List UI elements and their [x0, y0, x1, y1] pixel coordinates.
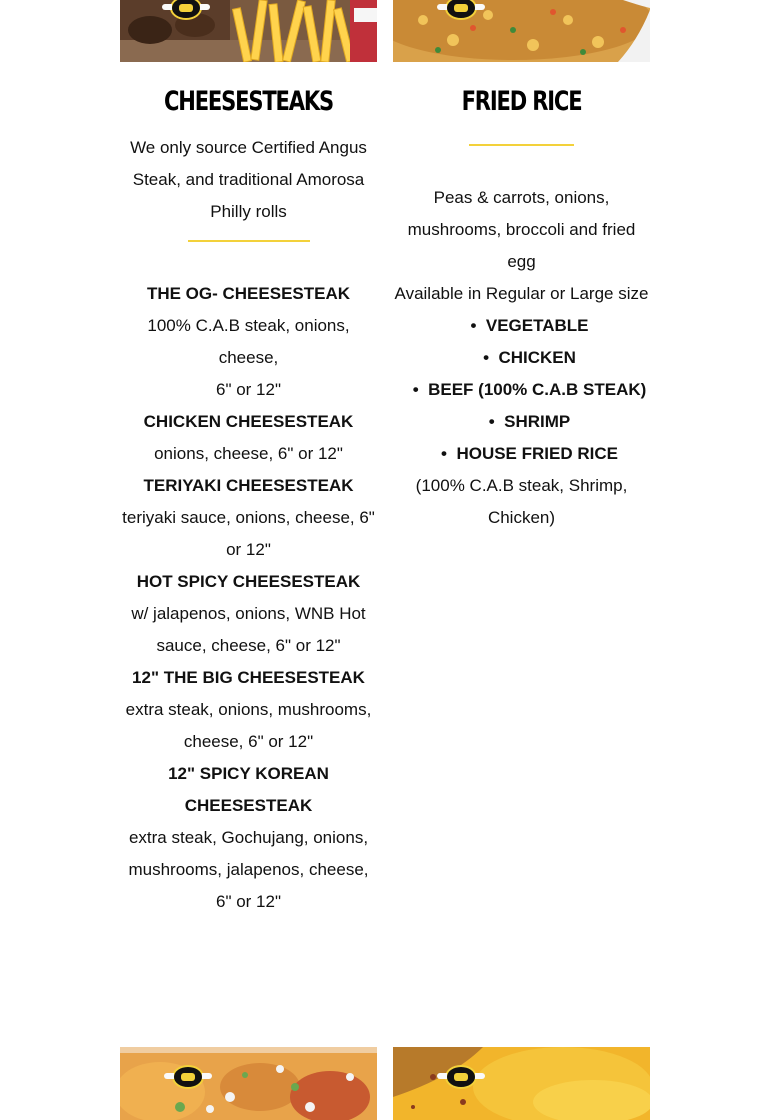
menu-item-desc: w/ jalapenos, onions, WNB Hot — [131, 604, 366, 623]
intro-line: Steak, and traditional Amorosa — [132, 170, 365, 189]
menu-item-desc: 6" or 12" — [216, 892, 281, 911]
size-note: Available in Regular or Large size — [394, 284, 649, 303]
intro-line: egg — [507, 252, 536, 271]
intro-line: Philly rolls — [210, 202, 287, 221]
intro-line: We only source Certified Angus — [130, 138, 367, 157]
fried-rice-option: • HOUSE FRIED RICE — [393, 438, 650, 470]
menu-item-desc: onions, cheese, 6" or 12" — [154, 444, 343, 463]
cheese-fries-photo[interactable] — [393, 1047, 650, 1120]
menu-item-name: CHICKEN CHEESESTEAK — [143, 412, 354, 431]
intro-line: mushrooms, broccoli and fried — [407, 220, 636, 239]
menu-item-desc: extra steak, onions, mushrooms, — [125, 700, 372, 719]
menu-item-desc: mushrooms, jalapenos, cheese, — [128, 860, 369, 879]
cheesesteaks-heading: CHEESESTEAKS — [163, 86, 334, 117]
menu-item-desc: 100% C.A.B steak, onions, cheese, — [147, 316, 350, 367]
menu-item-name: 12" SPICY KOREAN — [168, 764, 329, 783]
menu-item-desc: cheese, 6" or 12" — [183, 732, 314, 751]
menu-item-name: THE OG- CHEESESTEAK — [146, 284, 351, 303]
house-note: Chicken) — [487, 508, 556, 527]
wings-burger-logo-icon — [172, 1065, 204, 1089]
fried-rice-menu — [393, 182, 650, 534]
menu-item-name: 12" THE BIG CHEESESTEAK — [132, 668, 365, 687]
menu-item-desc: teriyaki sauce, onions, cheese, 6" — [122, 508, 375, 527]
menu-item-desc: extra steak, Gochujang, onions, — [128, 828, 369, 847]
menu-item-name: TERIYAKI CHEESESTEAK — [143, 476, 354, 495]
fried-rice-option: • VEGETABLE — [393, 310, 650, 342]
fried-rice-option: • BEEF (100% C.A.B STEAK) — [393, 374, 650, 406]
fried-rice-option: • SHRIMP — [393, 406, 650, 438]
menu-item-desc: or 12" — [226, 540, 271, 559]
fried-rice-photo[interactable] — [393, 0, 650, 62]
cheesesteaks-menu — [120, 278, 377, 918]
wings-burger-logo-icon — [445, 1065, 477, 1089]
cheesesteaks-intro — [120, 132, 377, 228]
fried-rice-divider — [469, 144, 574, 146]
loaded-fries-photo[interactable] — [120, 1047, 377, 1120]
fried-rice-option: • CHICKEN — [393, 342, 650, 374]
intro-line: Peas & carrots, onions, — [433, 188, 610, 207]
fried-rice-heading: FRIED RICE — [461, 86, 582, 117]
menu-item-name: CHEESESTEAK — [184, 796, 313, 815]
house-note: (100% C.A.B steak, Shrimp, — [415, 476, 628, 495]
menu-item-desc: sauce, cheese, 6" or 12" — [156, 636, 341, 655]
menu-item-desc: 6" or 12" — [216, 380, 281, 399]
menu-item-name: HOT SPICY CHEESESTEAK — [136, 572, 361, 591]
cheesesteak-photo[interactable] — [120, 0, 377, 62]
cheesesteaks-divider — [188, 240, 310, 242]
